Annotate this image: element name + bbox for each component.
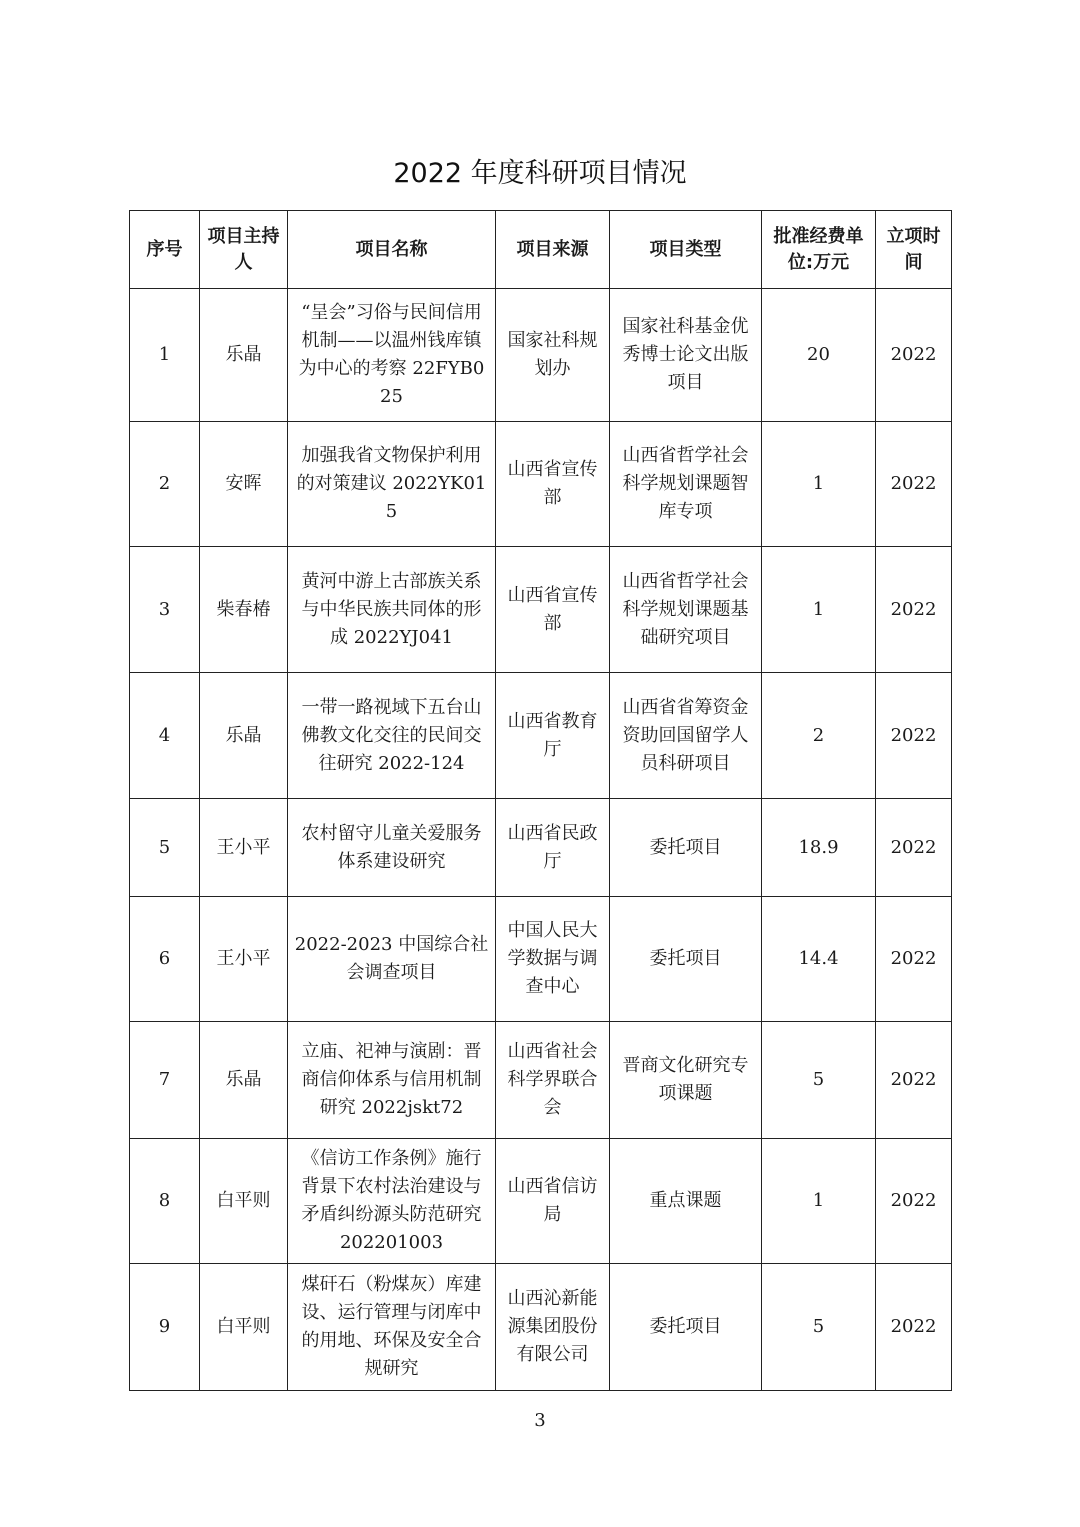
cell-source: 中国人民大学数据与调查中心 [496, 897, 610, 1022]
cell-host: 乐晶 [200, 673, 288, 799]
table-row [130, 673, 952, 799]
cell-index: 2 [130, 422, 200, 547]
cell-source: 山西省民政厅 [496, 799, 610, 897]
cell-funding: 2 [762, 673, 876, 799]
cell-year: 2022 [876, 799, 952, 897]
cell-index: 7 [130, 1022, 200, 1139]
cell-index: 8 [130, 1139, 200, 1264]
cell-year: 2022 [876, 422, 952, 547]
cell-index: 1 [130, 289, 200, 422]
cell-source: 山西省教育厅 [496, 673, 610, 799]
cell-source: 山西省社会科学界联合会 [496, 1022, 610, 1139]
cell-source: 国家社科规划办 [496, 289, 610, 422]
table-row [130, 547, 952, 673]
header-name: 项目名称 [288, 211, 496, 289]
cell-funding: 18.9 [762, 799, 876, 897]
cell-name: 煤矸石（粉煤灰）库建设、运行管理与闭库中的用地、环保及安全合规研究 [288, 1264, 496, 1391]
cell-type: 委托项目 [610, 897, 762, 1022]
header-type: 项目类型 [610, 211, 762, 289]
cell-year: 2022 [876, 673, 952, 799]
cell-index: 3 [130, 547, 200, 673]
cell-name: 农村留守儿童关爱服务体系建设研究 [288, 799, 496, 897]
header-source: 项目来源 [496, 211, 610, 289]
cell-host: 安晖 [200, 422, 288, 547]
cell-year: 2022 [876, 547, 952, 673]
page-title: 2022 年度科研项目情况 [393, 158, 687, 189]
table-header-row [130, 211, 952, 289]
cell-funding: 5 [762, 1264, 876, 1391]
header-host: 项目主持人 [200, 211, 288, 289]
cell-type: 晋商文化研究专项课题 [610, 1022, 762, 1139]
cell-host: 乐晶 [200, 1022, 288, 1139]
cell-funding: 1 [762, 1139, 876, 1264]
cell-source: 山西省信访局 [496, 1139, 610, 1264]
table-row [130, 897, 952, 1022]
table-row [130, 1139, 952, 1264]
cell-index: 4 [130, 673, 200, 799]
header-funding: 批准经费单位:万元 [762, 211, 876, 289]
cell-type: 山西省省筹资金资助回国留学人员科研项目 [610, 673, 762, 799]
cell-index: 6 [130, 897, 200, 1022]
cell-host: 王小平 [200, 799, 288, 897]
cell-source: 山西省宣传部 [496, 422, 610, 547]
cell-source: 山西沁新能源集团股份有限公司 [496, 1264, 610, 1391]
cell-type: 重点课题 [610, 1139, 762, 1264]
cell-funding: 20 [762, 289, 876, 422]
cell-name: 2022-2023 中国综合社会调查项目 [288, 897, 496, 1022]
table-row [130, 289, 952, 422]
table-row [130, 799, 952, 897]
cell-type: 山西省哲学社会科学规划课题智库专项 [610, 422, 762, 547]
cell-type: 委托项目 [610, 1264, 762, 1391]
cell-funding: 1 [762, 422, 876, 547]
cell-name: 一带一路视域下五台山佛教文化交往的民间交往研究 2022-124 [288, 673, 496, 799]
cell-source: 山西省宣传部 [496, 547, 610, 673]
cell-year: 2022 [876, 289, 952, 422]
cell-year: 2022 [876, 897, 952, 1022]
cell-host: 白平则 [200, 1139, 288, 1264]
header-year: 立项时间 [876, 211, 952, 289]
cell-index: 9 [130, 1264, 200, 1391]
table-row [130, 422, 952, 547]
cell-host: 乐晶 [200, 289, 288, 422]
cell-funding: 14.4 [762, 897, 876, 1022]
cell-year: 2022 [876, 1022, 952, 1139]
projects-table [129, 210, 952, 1391]
cell-index: 5 [130, 799, 200, 897]
cell-type: 委托项目 [610, 799, 762, 897]
cell-name: “呈会”习俗与民间信用机制——以温州钱库镇为中心的考察 22FYB025 [288, 289, 496, 422]
page-number: 3 [534, 1410, 546, 1431]
cell-funding: 5 [762, 1022, 876, 1139]
table-row [130, 1264, 952, 1391]
cell-type: 山西省哲学社会科学规划课题基础研究项目 [610, 547, 762, 673]
cell-name: 加强我省文物保护利用的对策建议 2022YK015 [288, 422, 496, 547]
cell-funding: 1 [762, 547, 876, 673]
cell-name: 《信访工作条例》施行背景下农村法治建设与矛盾纠纷源头防范研究 202201003 [288, 1139, 496, 1264]
table-row [130, 1022, 952, 1139]
cell-host: 柴春椿 [200, 547, 288, 673]
cell-name: 黄河中游上古部族关系与中华民族共同体的形成 2022YJ041 [288, 547, 496, 673]
cell-host: 白平则 [200, 1264, 288, 1391]
cell-year: 2022 [876, 1264, 952, 1391]
cell-year: 2022 [876, 1139, 952, 1264]
cell-host: 王小平 [200, 897, 288, 1022]
header-index: 序号 [130, 211, 200, 289]
cell-name: 立庙、祀神与演剧：晋商信仰体系与信用机制研究 2022jskt72 [288, 1022, 496, 1139]
cell-type: 国家社科基金优秀博士论文出版项目 [610, 289, 762, 422]
